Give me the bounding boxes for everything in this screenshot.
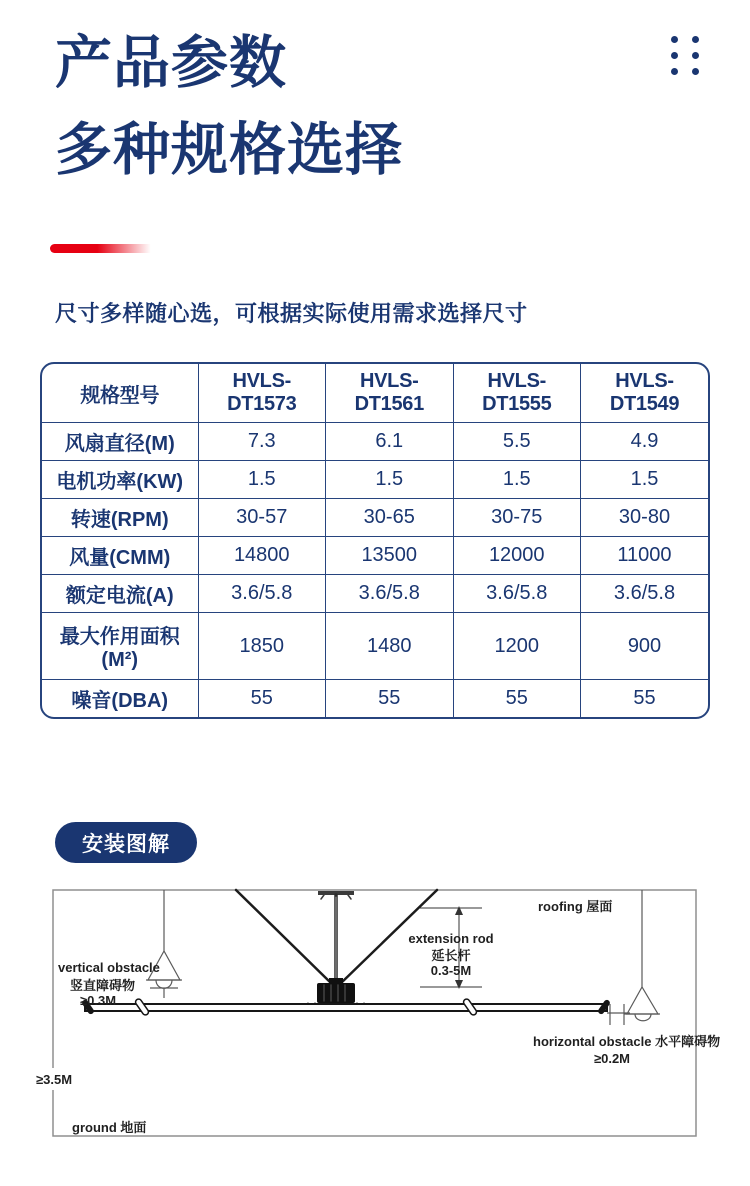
height-min-label: ≥3.5M (36, 1072, 73, 1087)
table-header-row (42, 364, 708, 423)
extension-rod-range-label: 0.3-5M (430, 963, 472, 978)
installation-diagram (0, 880, 750, 1170)
dot (671, 68, 678, 75)
ceiling-fan-drawing (81, 890, 611, 1016)
spec-value: 30-57 (198, 499, 326, 537)
col-header-model: 规格型号 (42, 364, 198, 423)
col-header-model: HVLS-DT1549 (581, 364, 709, 423)
extension-rod-label-cn: 延长杆 (431, 948, 471, 963)
col-header-model: HVLS-DT1561 (326, 364, 454, 423)
col-header-model: HVLS-DT1573 (198, 364, 326, 423)
spec-label: 风扇直径(M) (42, 423, 198, 461)
horizontal-obstacle-label: horizontal obstacle 水平障碍物 (533, 1034, 721, 1049)
vertical-obstacle-min-label: ≥0.3M (80, 993, 117, 1008)
spec-value: 30-65 (326, 499, 454, 537)
mount-foot (321, 895, 324, 899)
guy-cable-left (236, 890, 333, 985)
spec-value: 3.6/5.8 (581, 575, 709, 613)
table-row (42, 499, 708, 537)
spec-value: 1.5 (326, 461, 454, 499)
spec-value: 55 (581, 680, 709, 717)
spec-value: 11000 (581, 537, 709, 575)
table-row (42, 461, 708, 499)
spec-value: 900 (581, 613, 709, 680)
vertical-obstacle-symbol (146, 890, 182, 998)
spec-label: 转速(RPM) (42, 499, 198, 537)
table-row (42, 575, 708, 613)
spec-value: 3.6/5.8 (198, 575, 326, 613)
horizontal-obstacle-symbol (607, 890, 660, 1025)
spec-value: 1.5 (581, 461, 709, 499)
spec-table-container (40, 362, 710, 719)
spec-table (42, 364, 708, 717)
spec-value: 5.5 (453, 423, 581, 461)
spec-value: 6.1 (326, 423, 454, 461)
spec-label: 最大作用面积(M²) (42, 613, 198, 680)
ground-label: ground 地面 (72, 1120, 147, 1135)
installation-diagram-badge[interactable]: 安装图解 (55, 822, 197, 863)
spec-value: 1850 (198, 613, 326, 680)
spec-label: 噪音(DBA) (42, 680, 198, 717)
motor-body (317, 983, 355, 1003)
dot (692, 36, 699, 43)
spec-value: 14800 (198, 537, 326, 575)
spec-label: 额定电流(A) (42, 575, 198, 613)
fan-blades (85, 1004, 607, 1011)
extension-rod-label-en: extension rod (408, 931, 494, 946)
spec-value: 30-80 (581, 499, 709, 537)
spec-value: 1.5 (198, 461, 326, 499)
spec-value: 1200 (453, 613, 581, 680)
table-row (42, 423, 708, 461)
table-row (42, 537, 708, 575)
spec-value: 30-75 (453, 499, 581, 537)
spec-value: 3.6/5.8 (453, 575, 581, 613)
subtitle: 尺寸多样随心选，可根据实际使用需求选择尺寸 (55, 301, 528, 326)
spec-label: 电机功率(KW) (42, 461, 198, 499)
vertical-obstacle-label-en: vertical obstacle (58, 960, 160, 975)
vertical-obstacle-label-cn: 竖直障碍物 (70, 978, 136, 993)
mount-foot (348, 895, 351, 899)
dot (671, 36, 678, 43)
dot (692, 52, 699, 59)
spec-value: 55 (198, 680, 326, 717)
spec-value: 12000 (453, 537, 581, 575)
spec-label: 风量(CMM) (42, 537, 198, 575)
col-header-model: HVLS-DT1555 (453, 364, 581, 423)
horizontal-obstacle-min-label: ≥0.2M (593, 1051, 631, 1066)
spec-value: 1.5 (453, 461, 581, 499)
spec-value: 55 (326, 680, 454, 717)
red-accent-divider (50, 244, 155, 253)
dot (692, 68, 699, 75)
dot (671, 52, 678, 59)
table-row (42, 613, 708, 680)
page-title (55, 20, 403, 193)
spec-value: 13500 (326, 537, 454, 575)
table-row (42, 680, 708, 717)
spec-value: 55 (453, 680, 581, 717)
page-title-line2: 多种规格选择 (55, 117, 403, 182)
grid-dots-icon (671, 36, 699, 75)
spec-value: 4.9 (581, 423, 709, 461)
spec-value: 7.3 (198, 423, 326, 461)
roofing-label: roofing 屋面 (538, 899, 613, 914)
page-title-line1: 产品参数 (55, 31, 287, 95)
spec-value: 3.6/5.8 (326, 575, 454, 613)
spec-value: 1480 (326, 613, 454, 680)
